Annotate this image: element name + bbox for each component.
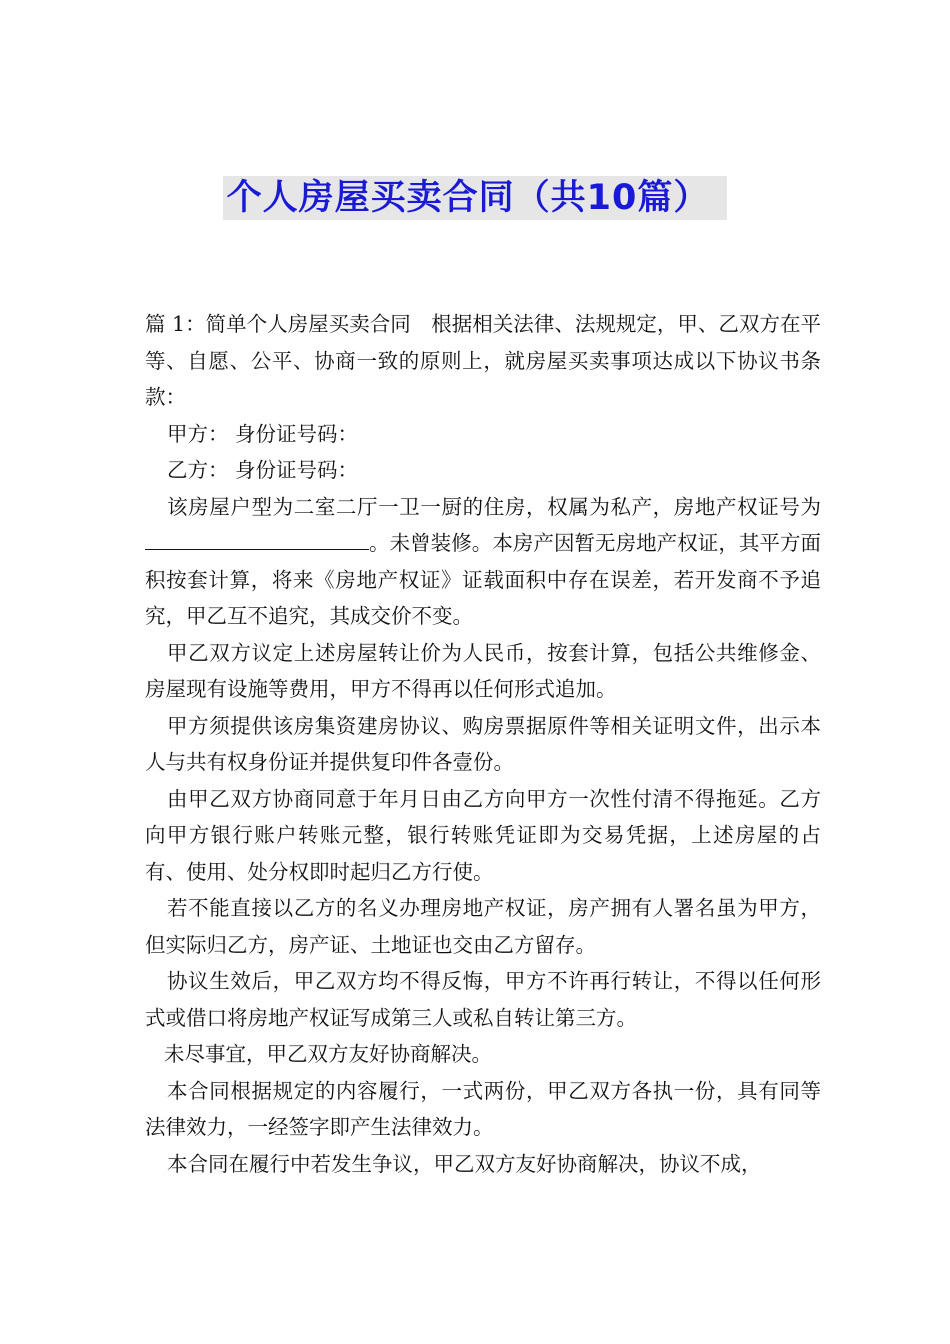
certificate-number-blank: [145, 529, 369, 550]
document-title: 个人房屋买卖合同（共10篇）: [223, 176, 728, 220]
paragraph-documents: 甲方须提供该房集资建房协议、购房票据原件等相关证明文件，出示本人与共有权身份证并提供复印件各壹份。: [145, 713, 821, 774]
document-body: [145, 306, 821, 1182]
paragraph-property: [145, 489, 821, 635]
paragraph-copies: 本合同根据规定的内容履行，一式两份，甲乙双方各执一份，具有同等法律效力，一经签字即产生法律效力。: [145, 1078, 821, 1139]
title-wrapper: [0, 176, 950, 220]
paragraph-payment: 由甲乙双方协商同意于年月日由乙方向甲方一次性付清不得拖延。乙方向甲方银行账户转账元整，银行转账凭证即为交易凭据，上述房屋的占有、使用、处分权即时起归乙方行使。: [145, 786, 821, 884]
paragraph-dispute: 本合同在履行中若发生争议，甲乙双方友好协商解决，协议不成，: [167, 1151, 762, 1176]
paragraph-party-b: 乙方： 身份证号码：: [167, 458, 359, 482]
paragraph-party-a: 甲方： 身份证号码：: [167, 421, 359, 446]
paragraph-unresolved: 未尽事宜，甲乙双方友好协商解决。: [164, 1042, 492, 1066]
property-text-pre: 该房屋户型为二室二厅一卫一厨的住房，权属为私产，房地产权证号为: [167, 494, 821, 519]
paragraph-title-certificate: 若不能直接以乙方的名义办理房地产权证，房产拥有人署名虽为甲方，但实际归乙方，房产证、土地证也交由乙方留存。: [145, 896, 821, 957]
paragraph-price: 甲乙双方议定上述房屋转让价为人民币，按套计算，包括公共维修金、房屋现有设施等费用，甲方不得再以任何形式追加。: [145, 640, 821, 701]
property-text-post: 。未曾装修。本房产因暂无房地产权证，其平方面积按套计算，将来《房地产权证》证载面积中存在误差，若开发商不予追究，甲乙互不追究，其成交价不变。: [145, 531, 821, 628]
paragraph-no-regret: 协议生效后，甲乙双方均不得反悔，甲方不许再行转让，不得以任何形式或借口将房地产权证写成第三人或私自转让第三方。: [145, 969, 821, 1030]
paragraph-intro: 篇 1：简单个人房屋买卖合同 根据相关法律、法规规定，甲、乙双方在平等、自愿、公平、协商一致的原则上，就房屋买卖事项达成以下协议书条款：: [145, 312, 821, 409]
